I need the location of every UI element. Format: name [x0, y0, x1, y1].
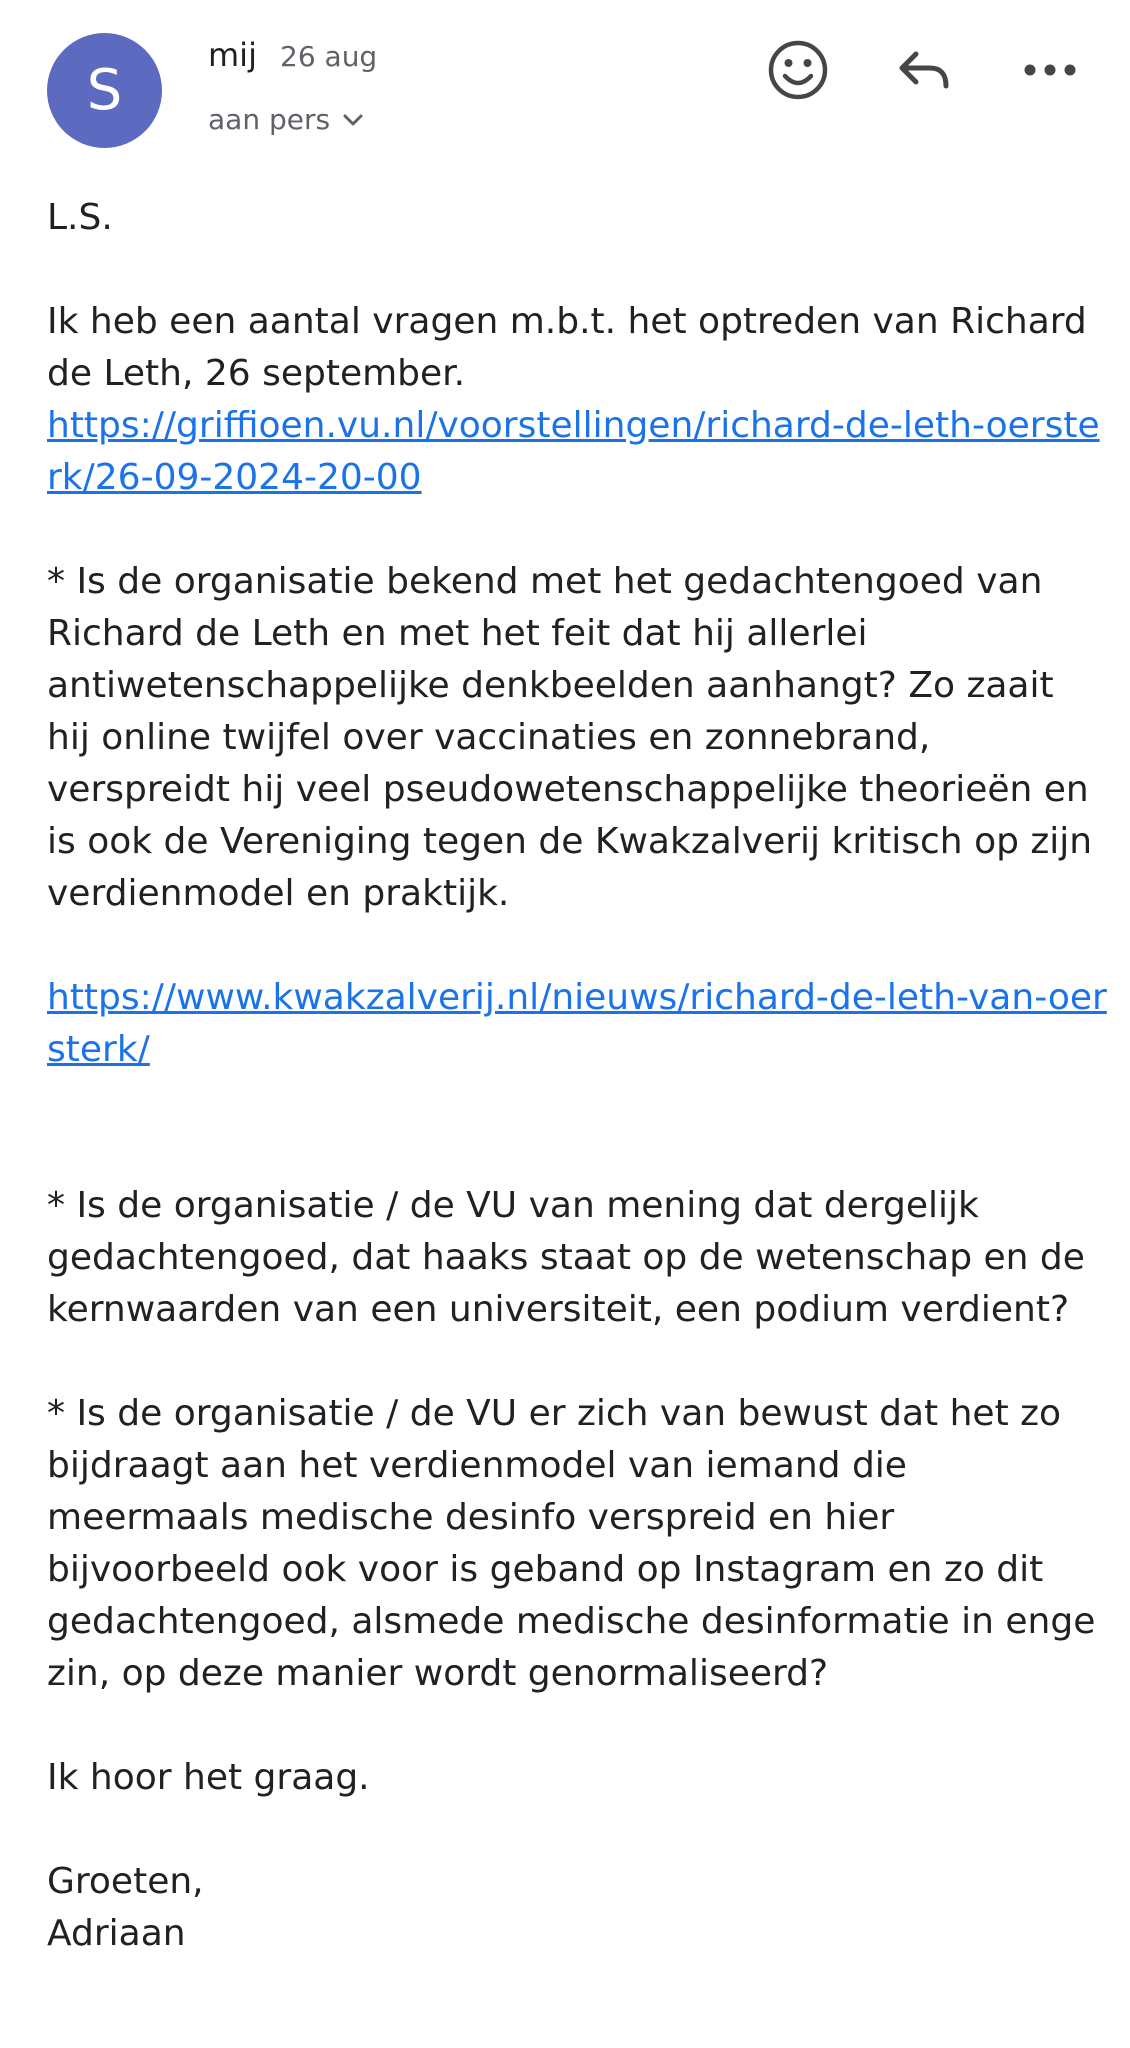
sender-name[interactable]: mij — [208, 36, 257, 74]
more-options-button[interactable] — [1010, 30, 1090, 110]
kwakzalverij-link[interactable]: https://www.kwakzalverij.nl/nieuws/richard-de-leth-van-oersterk/ — [47, 977, 1107, 1070]
reply-icon — [894, 46, 954, 94]
question-3: * Is de organisatie / de VU er zich van bewust dat het zo bijdraagt aan het verdienmodel van iemand die meermaals medische desinfo verspreid en hier bijvoorbeeld ook voor is geband op Instagram en zo dit gedachtengoed, alsmede medische desinformatie in enge zin, op deze manier wordt genormaliseerd? — [47, 1393, 1096, 1694]
regards: Groeten, — [47, 1861, 204, 1902]
message-header — [0, 0, 1130, 170]
intro-paragraph: Ik heb een aantal vragen m.b.t. het optreden van Richard de Leth, 26 september. — [47, 301, 1087, 394]
question-1: * Is de organisatie bekend met het gedachtengoed van Richard de Leth en met het feit dat hij allerlei antiwetenschappelijke denkbeelden aanhangt? Zo zaait hij online twijfel over vaccinaties en zonnebrand, verspreidt hij veel pseudowetenschappelijke theorieën en is ook de Vereniging tegen de Kwakzalverij kritisch op zijn verdienmodel en praktijk. — [47, 561, 1093, 914]
message-body — [47, 192, 1107, 1960]
griffioen-link[interactable]: https://griffioen.vu.nl/voorstellingen/richard-de-leth-oersterk/26-09-2024-20-00 — [47, 405, 1100, 498]
chevron-down-icon — [342, 113, 364, 127]
more-vertical-icon — [1022, 62, 1078, 78]
question-2: * Is de organisatie / de VU van mening dat dergelijk gedachtengoed, dat haaks staat op de wetenschap en de kernwaarden van een universiteit, een podium verdient? — [47, 1185, 1085, 1330]
message-date: 26 aug — [280, 40, 378, 73]
add-reaction-button[interactable] — [758, 30, 838, 110]
avatar[interactable]: S — [47, 33, 162, 148]
greeting: L.S. — [47, 197, 113, 238]
recipients-label: aan pers — [208, 103, 331, 136]
smiley-icon — [766, 38, 830, 102]
signature: Adriaan — [47, 1913, 186, 1954]
recipients-toggle[interactable] — [208, 98, 364, 142]
closing-line: Ik hoor het graag. — [47, 1757, 370, 1798]
reply-button[interactable] — [884, 30, 964, 110]
